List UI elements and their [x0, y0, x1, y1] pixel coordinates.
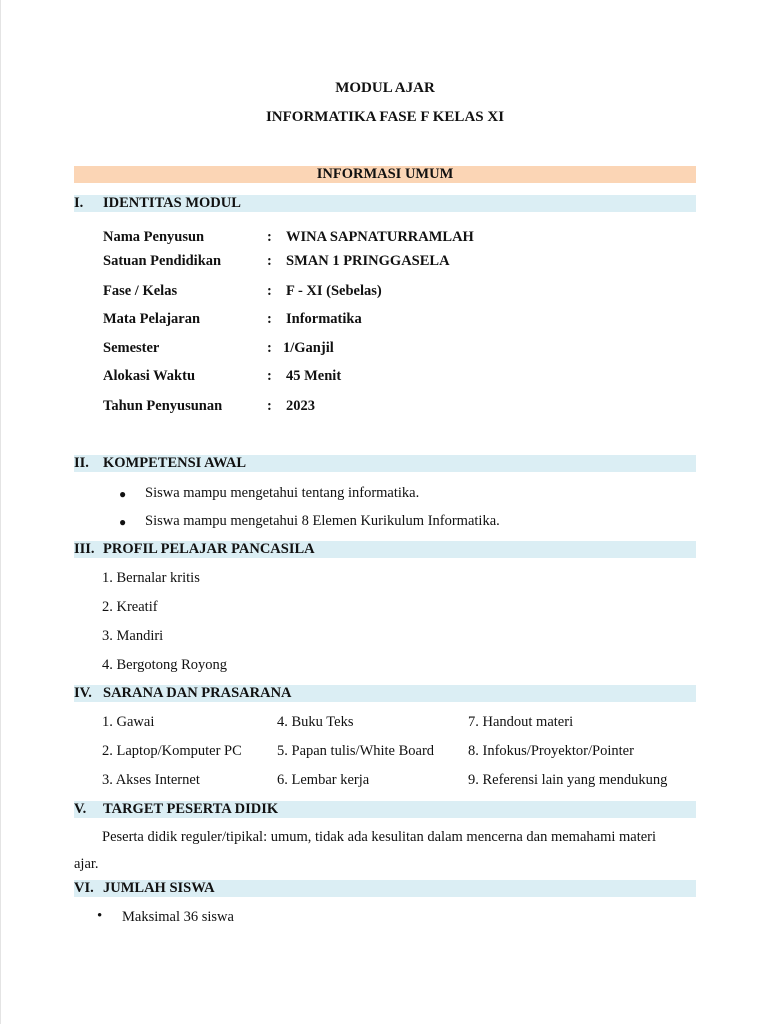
- identitas-sep: :: [267, 253, 272, 269]
- identitas-sep: :: [267, 368, 272, 384]
- section-jumlah-siswa: [74, 880, 696, 897]
- list-item: Siswa mampu mengetahui tentang informatika.: [145, 485, 420, 501]
- list-item: 1. Bernalar kritis: [102, 570, 200, 586]
- identitas-key: Tahun Penyusunan: [103, 398, 223, 414]
- section-number: III.: [74, 541, 95, 557]
- identitas-key: Semester: [103, 340, 160, 356]
- section-number: IV.: [74, 685, 92, 701]
- section-informasi-umum: INFORMASI UMUM: [74, 166, 696, 183]
- section-number: V.: [74, 801, 87, 817]
- identitas-key: Fase / Kelas: [103, 283, 178, 299]
- section-label: JUMLAH SISWA: [103, 880, 215, 896]
- bullet-icon: •: [97, 908, 103, 924]
- identitas-value: SMAN 1 PRINGGASELA: [286, 253, 450, 269]
- section-number: VI.: [74, 880, 94, 896]
- identitas-key: Nama Penyusun: [103, 229, 205, 245]
- identitas-value: 1/Ganjil: [283, 340, 334, 356]
- section-number: I.: [74, 195, 84, 211]
- document-subtitle: INFORMATIKA FASE F KELAS XI: [265, 109, 505, 125]
- list-item: 9. Referensi lain yang mendukung: [468, 772, 668, 788]
- section-identitas-modul: [74, 195, 696, 212]
- list-item: Maksimal 36 siswa: [122, 909, 234, 925]
- section-kompetensi-awal: [74, 455, 696, 472]
- document-title: MODUL AJAR: [335, 80, 435, 96]
- list-item: 3. Mandiri: [102, 628, 164, 644]
- list-item: 6. Lembar kerja: [277, 772, 370, 788]
- identitas-sep: :: [267, 283, 272, 299]
- section-label: KOMPETENSI AWAL: [103, 455, 247, 471]
- list-item: 1. Gawai: [102, 714, 155, 730]
- list-item: 4. Bergotong Royong: [102, 657, 227, 673]
- section-number: II.: [74, 455, 89, 471]
- section-label: IDENTITAS MODUL: [103, 195, 241, 211]
- bullet-icon: ●: [119, 487, 127, 501]
- identitas-key: Alokasi Waktu: [103, 368, 196, 384]
- section-target-peserta: [74, 801, 696, 818]
- list-item: Siswa mampu mengetahui 8 Elemen Kurikulum Informatika.: [145, 513, 500, 529]
- list-item: 5. Papan tulis/White Board: [277, 743, 435, 759]
- identitas-value: Informatika: [286, 311, 362, 327]
- list-item: 2. Kreatif: [102, 599, 158, 615]
- list-item: 8. Infokus/Proyektor/Pointer: [468, 743, 634, 759]
- section-label: SARANA DAN PRASARANA: [103, 685, 292, 701]
- identitas-sep: :: [267, 229, 272, 245]
- section-label: PROFIL PELAJAR PANCASILA: [103, 541, 315, 557]
- section-label: TARGET PESERTA DIDIK: [103, 801, 279, 817]
- paragraph-line: ajar.: [74, 856, 99, 872]
- section-profil-pelajar: [74, 541, 696, 558]
- bullet-icon: ●: [119, 515, 127, 529]
- identitas-value: F - XI (Sebelas): [286, 283, 382, 299]
- paragraph-line: Peserta didik reguler/tipikal: umum, tidak ada kesulitan dalam mencerna dan memahami materi: [102, 829, 657, 845]
- identitas-value: 45 Menit: [286, 368, 342, 384]
- list-item: 4. Buku Teks: [277, 714, 354, 730]
- identitas-value: 2023: [286, 398, 315, 414]
- list-item: 3. Akses Internet: [102, 772, 200, 788]
- identitas-sep: :: [267, 398, 272, 414]
- list-item: 2. Laptop/Komputer PC: [102, 743, 242, 759]
- identitas-value: WINA SAPNATURRAMLAH: [286, 229, 474, 245]
- identitas-sep: :: [267, 311, 272, 327]
- identitas-sep: :: [267, 340, 272, 356]
- section-sarana-prasarana: [74, 685, 696, 702]
- identitas-key: Mata Pelajaran: [103, 311, 201, 327]
- identitas-key: Satuan Pendidikan: [103, 253, 222, 269]
- list-item: 7. Handout materi: [468, 714, 574, 730]
